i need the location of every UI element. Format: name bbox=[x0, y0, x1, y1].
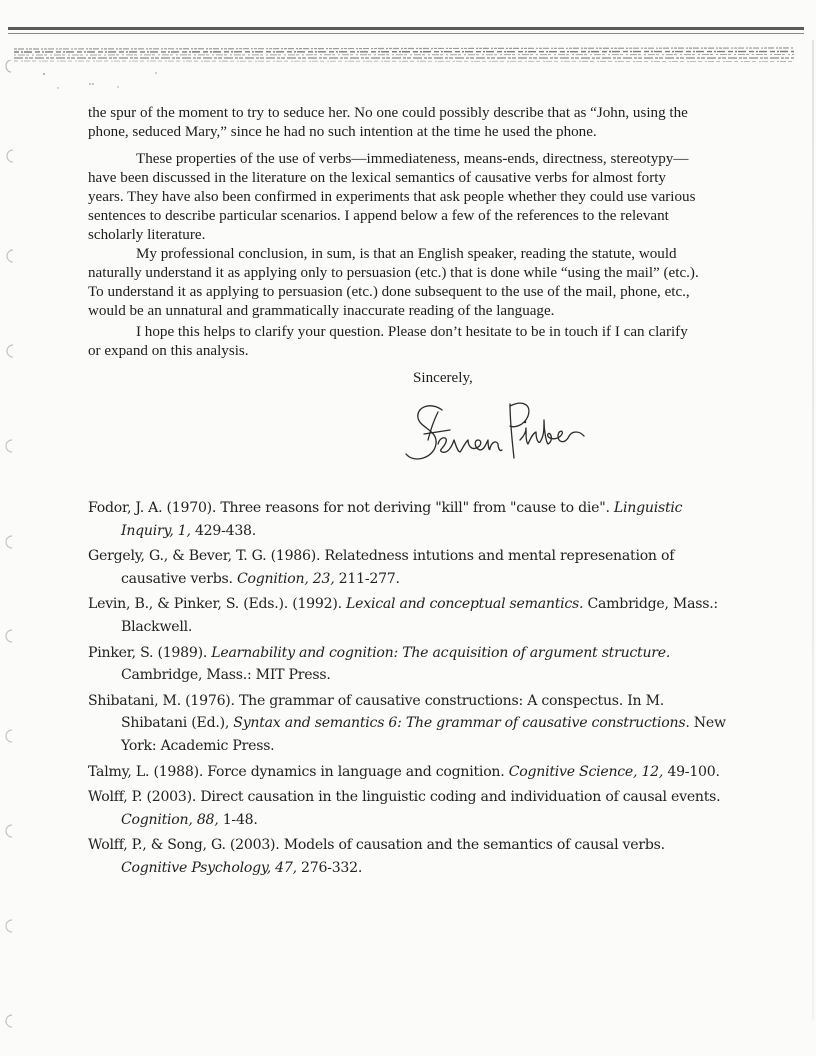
reference-text: Pinker, S. (1989). bbox=[88, 644, 212, 661]
reference-text-end: 276-332. bbox=[296, 859, 363, 876]
reference-text: Shibatani, M. (1976). The grammar of causative constructions: A conspectus. In M. Shibatani (Ed.), bbox=[88, 692, 665, 732]
letter-paragraph-1: the spur of the moment to try to seduce her. No one could possibly describe that as “John, using the phone, seduced Mary,” since he had no such intention at the time he used the phone. bbox=[88, 105, 688, 141]
reference-source-italic: Syntax and semantics 6: The grammar of causative constructions bbox=[233, 715, 686, 732]
reference-text-end: Cambridge, Mass.: MIT Press. bbox=[121, 667, 331, 684]
reference-item bbox=[88, 690, 728, 758]
reference-text: Wolff, P., & Song, G. (2003). Models of causation and the semantics of causal verbs. bbox=[88, 837, 665, 854]
reference-text-end: 429-438. bbox=[190, 522, 257, 539]
closing-salutation: Sincerely, bbox=[413, 370, 473, 386]
scan-specks bbox=[30, 66, 180, 96]
reference-text: Talmy, L. (1988). Force dynamics in language and cognition. bbox=[88, 763, 509, 780]
reference-text-end: Cambridge, Mass.: Blackwell. bbox=[121, 596, 718, 635]
reference-item bbox=[88, 593, 728, 638]
reference-text: Levin, B., & Pinker, S. (Eds.). (1992). bbox=[88, 596, 347, 613]
reference-text-end: 211-277. bbox=[334, 570, 400, 587]
reference-text: Fodor, J. A. (1970). Three reasons for not deriving "kill" from "cause to die". bbox=[88, 500, 614, 516]
reference-item bbox=[88, 761, 728, 784]
reference-source-italic: Cognitive Science, 12, bbox=[508, 763, 664, 780]
reference-text: Wolff, P. (2003). Direct causation in the linguistic coding and individuation of causal events. bbox=[88, 789, 721, 806]
references-list bbox=[88, 497, 728, 883]
reference-source-italic: Cognitive Psychology, 47, bbox=[121, 859, 297, 876]
reference-item bbox=[88, 642, 728, 687]
header-rule-second bbox=[8, 33, 804, 34]
reference-source-italic: Cognition, 88, bbox=[121, 811, 219, 828]
letter-paragraph-3: My professional conclusion, in sum, is that an English speaker, reading the statute, would naturally understand it as applying only to persuasion (etc.) that is done while “using the mail” (etc.). To understand it as applying to persuasion (etc.) done subsequent to the use of the mail, phone, etc., would be an unnatural and grammatically inaccurate reading of the language. bbox=[88, 246, 699, 320]
reference-text: Gergely, G., & Bever, T. G. (1986). Relatedness intutions and mental represenation of causative verbs. bbox=[88, 548, 675, 587]
reference-item bbox=[88, 497, 728, 542]
reference-source-italic: Linguistic Inquiry, 1, bbox=[121, 500, 683, 539]
reference-item bbox=[88, 786, 728, 831]
reference-text-end: 1-48. bbox=[218, 811, 258, 828]
reference-text-end: . New York: Academic Press. bbox=[121, 715, 726, 754]
fax-header-noise bbox=[14, 44, 794, 66]
reference-source-italic: Cognition, 23, bbox=[236, 570, 335, 587]
reference-source-italic: Lexical and conceptual semantics. bbox=[346, 596, 584, 613]
binder-hole-marks bbox=[0, 60, 22, 1050]
header-rule-top bbox=[8, 27, 804, 30]
letter-paragraph-2: These properties of the use of verbs—immediateness, means-ends, directness, stereotypy—have been discussed in the literature on the lexical semantics of causative verbs for almost forty years. They have also been confirmed in experiments that ask people whether they could use various sentences to describe particular scenarios. I append below a few of the references to the relevant scholarly literature. bbox=[88, 151, 696, 244]
handwritten-signature bbox=[398, 396, 590, 482]
reference-source-italic: Learnability and cognition: The acquisition of argument structure. bbox=[211, 644, 671, 661]
scan-edge-line bbox=[812, 40, 814, 1020]
reference-text-end: 49-100. bbox=[663, 763, 720, 780]
letter-paragraph-4: I hope this helps to clarify your question. Please don’t hesitate to be in touch if I can clarify or expand on this analysis. bbox=[88, 324, 688, 360]
reference-item bbox=[88, 834, 728, 879]
reference-item bbox=[88, 545, 728, 590]
